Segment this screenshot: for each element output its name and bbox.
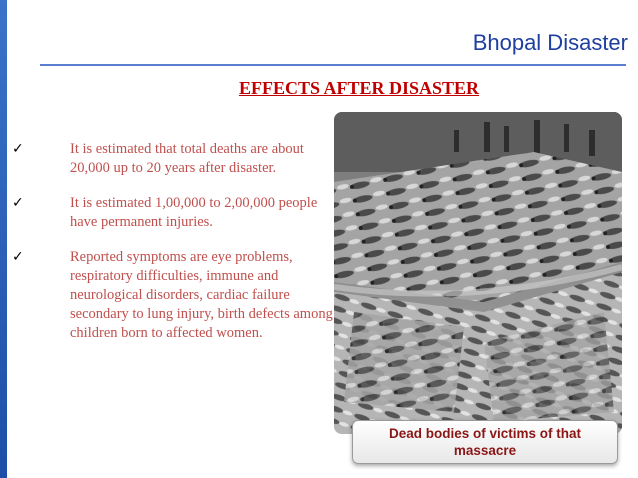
bullet-text: Reported symptoms are eye problems, respiratory difficulties, immune and neurological disorders, cardiac failure secondary to lung injury, birth defects among children born to affected women. [70,249,333,341]
left-accent-band [0,0,7,478]
bullet-text: It is estimated that total deaths are about 20,000 up to 20 years after disaster. [70,141,304,176]
bullet-list [12,140,340,359]
check-icon: ✓ [12,195,24,211]
bullet-text: It is estimated 1,00,000 to 2,00,000 people have permanent injuries. [70,195,318,230]
bullet-item-deaths [12,140,340,178]
bullet-item-injuries [12,194,340,232]
check-icon: ✓ [12,141,24,157]
bullet-item-symptoms [12,248,340,343]
section-heading: EFFECTS AFTER DISASTER [238,78,480,98]
slide-title: Bhopal Disaster [472,30,628,55]
title-divider [40,64,626,66]
photo-caption: Dead bodies of victims of that massacre [352,420,618,464]
victims-photo [334,112,622,434]
check-icon: ✓ [12,249,24,265]
photo-illustration [334,112,622,434]
